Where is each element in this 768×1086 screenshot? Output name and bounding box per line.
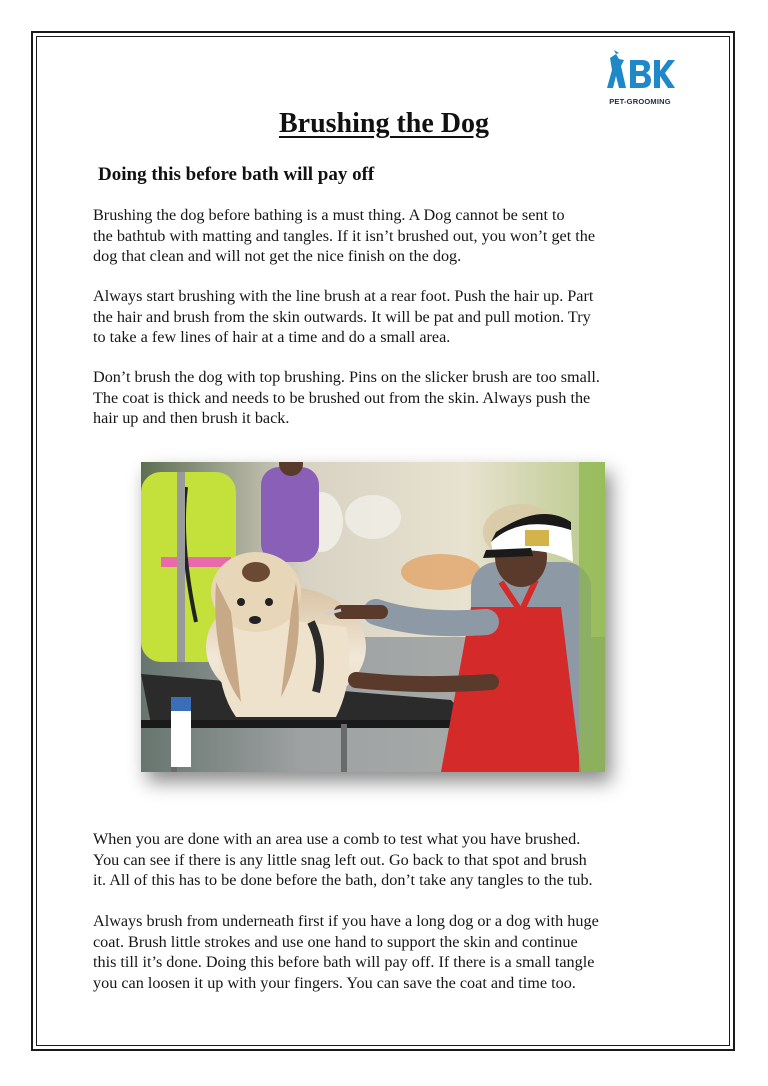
paragraph-line: Always brush from underneath first if you have a long dog or a dog with huge — [93, 912, 599, 930]
paragraph-line: this till it’s done. Doing this before bath will pay off. If there is a small tangle — [93, 953, 595, 971]
paragraph-line: it. All of this has to be done before the bath, don’t take any tangles to the tub. — [93, 871, 593, 889]
grooming-photo-illustration — [141, 462, 605, 772]
paragraph-line: dog that clean and will not get the nice finish on the dog. — [93, 247, 462, 265]
paragraph-2 — [93, 286, 693, 348]
paragraph-line: hair up and then brush it back. — [93, 409, 290, 427]
paragraph-line: Always start brushing with the line brush at a rear foot. Push the hair up. Part — [93, 287, 594, 305]
grooming-photo — [141, 462, 605, 772]
paragraph-line: the bathtub with matting and tangles. If it isn’t brushed out, you won’t get the — [93, 226, 596, 245]
abk-logo-mark — [604, 50, 676, 94]
paragraph-4 — [93, 829, 693, 891]
paragraph-line: to take a few lines of hair at a time and do a small area. — [93, 328, 451, 346]
paragraph-line: Don’t brush the dog with top brushing. Pins on the slicker brush are too small. — [93, 368, 600, 386]
section-subtitle: Doing this before bath will pay off — [98, 164, 375, 185]
paragraph-3 — [93, 367, 693, 429]
paragraph-line: The coat is thick and needs to be brushed out from the skin. Always push the — [93, 388, 591, 407]
paragraph-line: the hair and brush from the skin outwards. It will be pat and pull motion. Try — [93, 307, 591, 326]
abk-logo — [604, 50, 676, 110]
paragraph-5 — [93, 911, 693, 993]
paragraph-line: Brushing the dog before bathing is a must thing. A Dog cannot be sent to — [93, 206, 565, 224]
paragraph-line: you can loosen it up with your fingers. You can save the coat and time too. — [93, 973, 576, 992]
page-title: Brushing the Dog — [278, 108, 490, 139]
paragraph-line: When you are done with an area use a comb to test what you have brushed. — [93, 830, 581, 848]
paragraph-line: You can see if there is any little snag left out. Go back to that spot and brush — [93, 850, 587, 869]
paragraph-line: coat. Brush little strokes and use one hand to support the skin and continue — [93, 932, 578, 951]
logo-tagline: PET-GROOMING — [609, 97, 671, 106]
paragraph-1 — [93, 205, 693, 267]
